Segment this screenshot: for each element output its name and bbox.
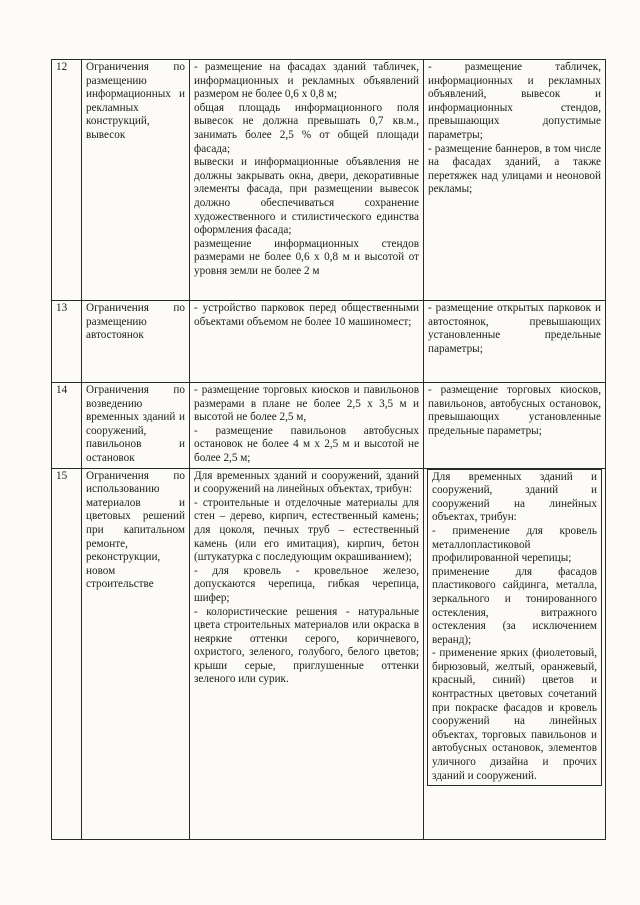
forbidden-cell (424, 383, 606, 469)
table-row (52, 60, 606, 301)
forbidden-cell (424, 468, 606, 839)
row-number: 13 (52, 301, 82, 383)
allowed-cell (190, 468, 424, 839)
allowed-paragraph: вывески и информационные объявления не должны закрывать окна, двери, декоративные элементы фасада, при размещении вывесок должно обеспечиваться сохранение художественного и стилистического единства оформления фасада; (194, 156, 419, 237)
row-number: 15 (52, 468, 82, 839)
allowed-paragraph: - строительные и отделочные материалы для стен – дерево, кирпич, естественный камень; для цоколя, печных труб – естественный камень (или его имитация), кирпич, бетон (штукатурка с последующим окрашиванием); (194, 496, 419, 564)
restriction-name: Ограничения по возведению временных зданий и сооружений, павильонов и остановок (82, 383, 190, 469)
allowed-cell (190, 60, 424, 301)
forbidden-paragraph: - размещение табличек, информационных и рекламных объявлений, вывесок и информационных стендов, превышающих допустимые параметры; (428, 61, 601, 141)
forbidden-paragraph: - применение ярких (фиолетовый, бирюзовый, желтый, оранжевый, красный, синий) цветов и контрастных цветовых сочетаний при покраске фасадов и кровель сооружений на линейных объектах, торговых павильонов и автобусных остановок, элементов уличного дизайна и прочих зданий и сооружений. (432, 647, 597, 782)
forbidden-paragraph: применение для фасадов пластикового сайдинга, металла, зеркального и тонированного остекления, витражного остекления (за исключением веранд); (432, 565, 597, 646)
restriction-name: Ограничения по размещению автостоянок (82, 301, 190, 383)
table-row (52, 468, 606, 839)
allowed-paragraph: - размещение на фасадах зданий табличек, информационных и рекламных объявлений размером не более 0,6 х 0,8 м; (194, 61, 419, 101)
forbidden-cell (424, 60, 606, 301)
restrictions-table (51, 59, 606, 840)
row-number: 14 (52, 383, 82, 469)
forbidden-paragraph: - размещение торговых киосков, павильонов, автобусных остановок, превышающих установленные предельные параметры; (428, 384, 601, 437)
forbidden-paragraph: - применение для кровель металлопластиковой профилированной черепицы; (432, 524, 597, 565)
restriction-name: Ограничения по использованию материалов и цветовых решений при капитальном ремонте, реконструкции, новом строительстве (82, 468, 190, 839)
forbidden-paragraph: Для временных зданий и сооружений, зданий и сооружений на линейных объектах, трибун: (432, 470, 597, 524)
allowed-paragraph: размещение информационных стендов размерами не более 0,6 х 0,8 м и высотой от уровня земли не более 2 м (194, 237, 419, 277)
allowed-paragraph: Для временных зданий и сооружений, зданий и сооружений на линейных объектах, трибун: (194, 469, 419, 496)
forbidden-cell (424, 301, 606, 383)
table-row (52, 301, 606, 383)
forbidden-inner-box (427, 469, 602, 787)
row-number: 12 (52, 60, 82, 301)
allowed-paragraph: - устройство парковок перед общественными объектами объемом не более 10 машиномест; (194, 302, 419, 328)
restriction-name: Ограничения по размещению информационных и рекламных конструкций, вывесок (82, 60, 190, 301)
forbidden-paragraph: - размещение баннеров, в том числе на фасадах зданий, а также перетяжек над улицами и неоновой рекламы; (428, 142, 601, 196)
allowed-cell (190, 301, 424, 383)
allowed-paragraph: - для кровель - кровельное железо, допускаются черепица, гибкая черепица, шифер; (194, 564, 419, 604)
forbidden-paragraph: - размещение открытых парковок и автостоянок, превышающих установленные предельные параметры; (428, 302, 601, 355)
allowed-cell (190, 383, 424, 469)
allowed-paragraph: - колористические решения - натуральные цвета строительных материалов или окраска в неяркие оттенки серого, коричневого, охристого, зеленого, голубого, белого цветов; крыши серые, приглушенные оттенки зеленого или сурик. (194, 605, 419, 686)
allowed-paragraph: общая площадь информационного поля вывесок не должна превышать 0,7 кв.м., занимать более 2,5 % от общей площади фасада; (194, 101, 419, 155)
allowed-paragraph: - размещение павильонов автобусных остановок не более 4 м х 2,5 м и высотой не более 2,5 м; (194, 424, 419, 464)
table-row (52, 383, 606, 469)
allowed-paragraph: - размещение торговых киосков и павильонов размерами в плане не более 2,5 х 3,5 м и высотой не более 2,5 м, (194, 384, 419, 424)
